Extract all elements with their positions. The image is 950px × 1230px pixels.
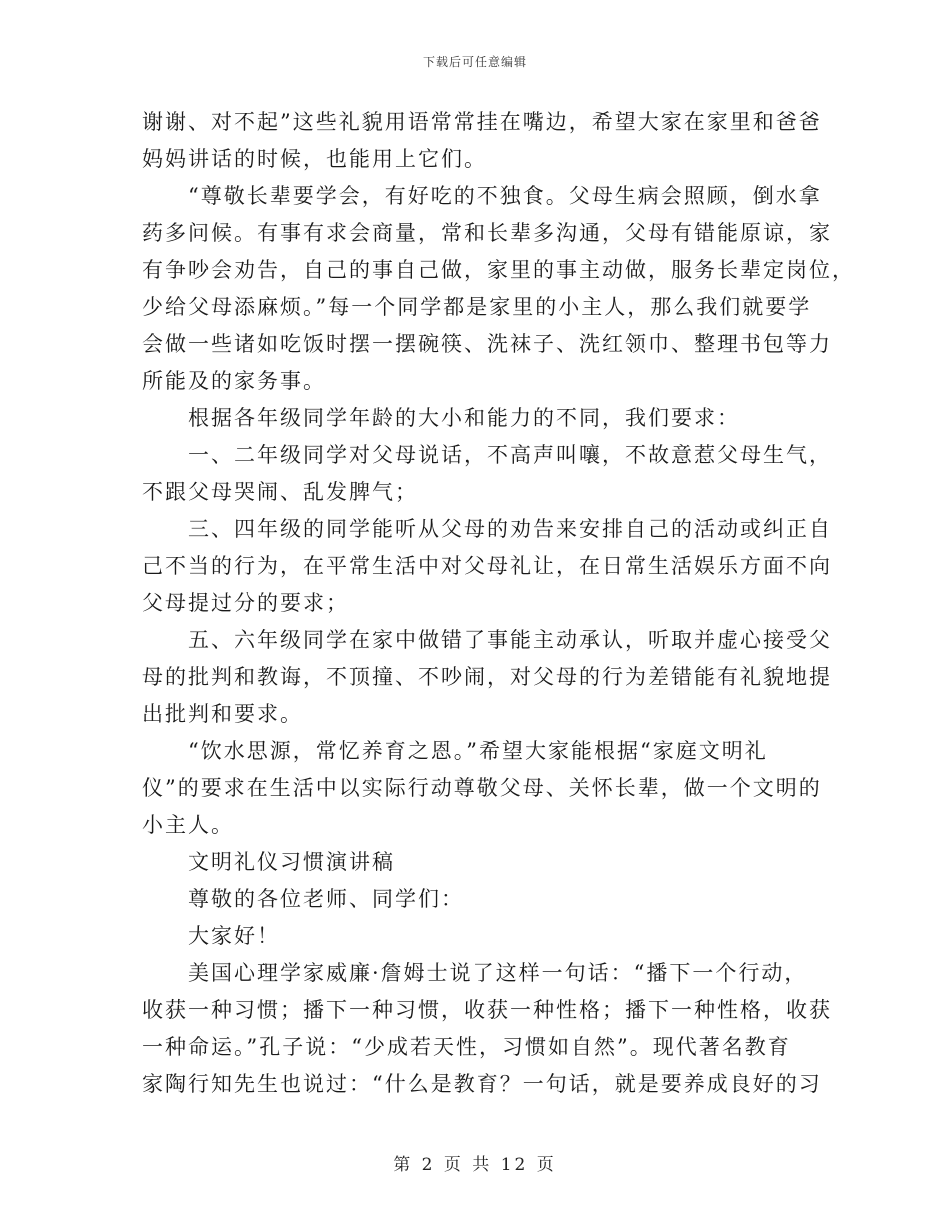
text-line: 五、六年级同学在家中做错了事能主动承认，听取并虚心接受父	[188, 628, 832, 652]
text-line: 药多问候。有事有求会商量，常和长辈多沟通，父母有错能原谅，家	[142, 221, 832, 245]
text-line: 仪”的要求在生活中以实际行动尊敬父母、关怀长辈，做一个文明的	[142, 776, 822, 800]
text-line: “饮水思源，常忆养育之恩。”希望大家能根据“家庭文明礼	[188, 739, 768, 763]
text-line: 美国心理学家威廉·詹姆士说了这样一句话：“播下一个行动，	[188, 961, 808, 985]
text-line: 妈妈讲话的时候，也能用上它们。	[142, 147, 487, 171]
page-header: 下载后可任意编辑	[422, 55, 527, 69]
text-line: 会做一些诸如吃饭时摆一摆碗筷、洗袜子、洗红领巾、整理书包等力	[142, 332, 832, 356]
text-line: 收获一种习惯；播下一种习惯，收获一种性格；播下一种性格，收获	[142, 998, 832, 1022]
text-line: 小主人。	[142, 813, 234, 837]
text-line: 出批判和要求。	[142, 702, 303, 726]
text-line: 己不当的行为，在平常生活中对父母礼让，在日常生活娱乐方面不向	[142, 554, 832, 578]
text-line: 三、四年级的同学能听从父母的劝告来安排自己的活动或纠正自	[188, 517, 832, 541]
text-line: 母的批判和教诲，不顶撞、不吵闹，对父母的行为差错能有礼貌地提	[142, 665, 832, 689]
text-line: 所能及的家务事。	[142, 369, 326, 393]
text-line: 根据各年级同学年龄的大小和能力的不同，我们要求：	[188, 406, 740, 430]
text-line: 有争吵会劝告，自己的事自己做，家里的事主动做，服务长辈定岗位，	[142, 258, 855, 282]
text-line: 一、二年级同学对父母说话，不高声叫嚷，不故意惹父母生气，	[188, 443, 832, 467]
text-line: 父母提过分的要求；	[142, 591, 349, 615]
document-body	[142, 104, 855, 1103]
text-line: 文明礼仪习惯演讲稿	[188, 850, 395, 874]
text-line: 一种命运。”孔子说：“少成若天性，习惯如自然”。现代著名教育	[142, 1035, 791, 1059]
text-line: 尊敬的各位老师、同学们：	[188, 887, 464, 911]
page-number: 第 2 页 共 12 页	[393, 1155, 557, 1175]
text-line: “尊敬长辈要学会，有好吃的不独食。父母生病会照顾，倒水拿	[188, 184, 822, 208]
text-line: 家陶行知先生也说过：“什么是教育？一句话，就是要养成良好的习	[142, 1072, 822, 1096]
text-line: 少给父母添麻烦。”每一个同学都是家里的小主人，那么我们就要学	[142, 295, 812, 319]
text-line: 谢谢、对不起”这些礼貌用语常常挂在嘴边，希望大家在家里和爸爸	[142, 110, 822, 134]
text-line: 不跟父母哭闹、乱发脾气；	[142, 480, 418, 504]
text-line: 大家好！	[188, 924, 280, 948]
